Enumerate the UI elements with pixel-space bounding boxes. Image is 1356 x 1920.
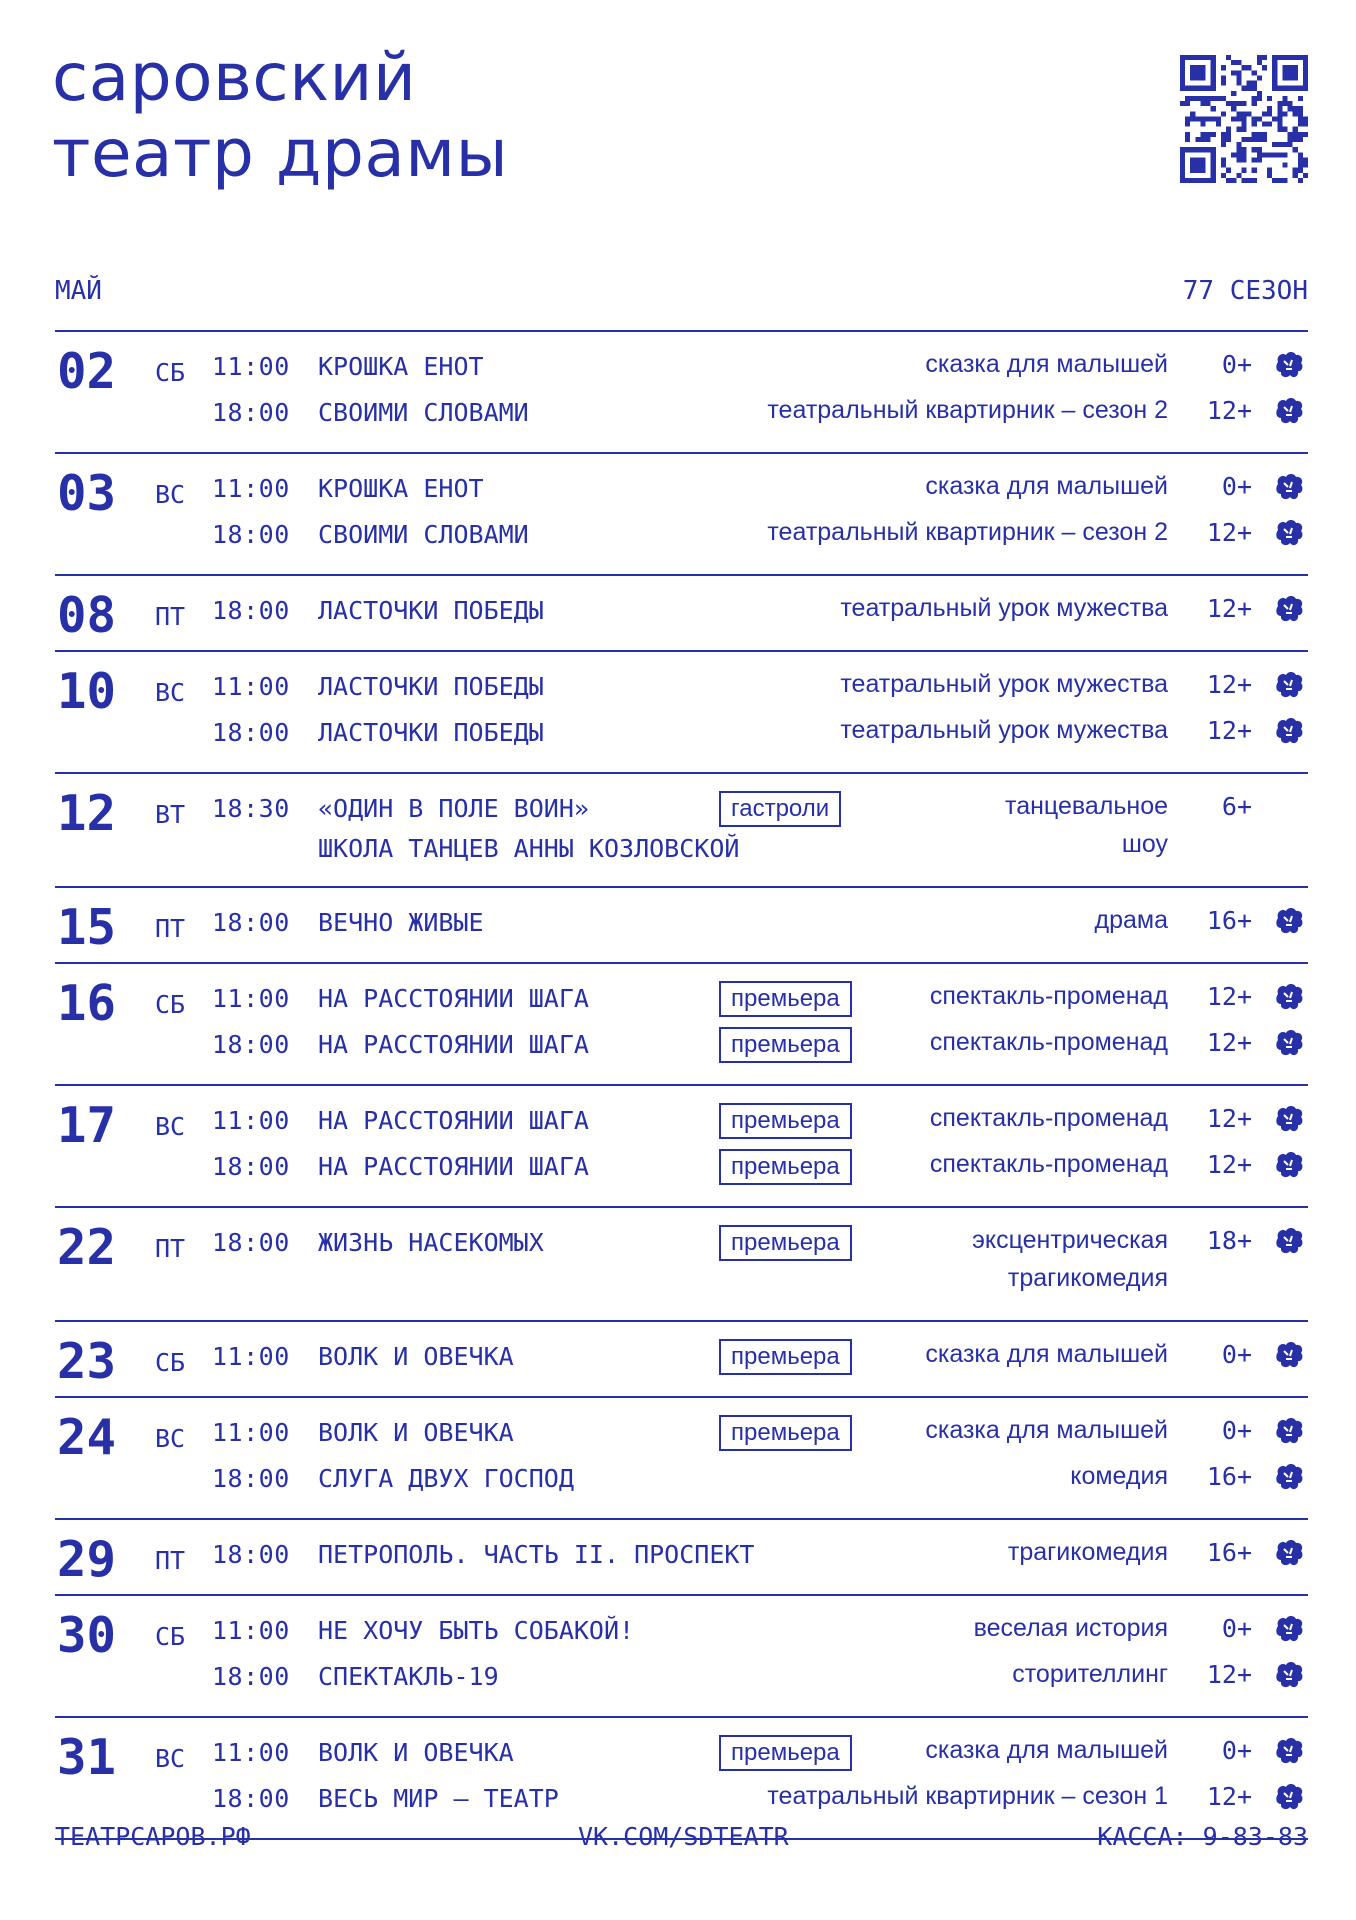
- event-genre: спектакль-променад: [929, 1150, 1168, 1178]
- event-badge: премьера: [719, 1027, 852, 1063]
- weekday: СБ: [155, 1348, 186, 1377]
- weekday: СБ: [155, 990, 186, 1019]
- weekday: ВТ: [155, 800, 186, 829]
- event-genre: театральный урок мужества: [840, 716, 1168, 744]
- theatre-mask-icon: [1272, 348, 1306, 382]
- theatre-mask-icon: [1272, 1102, 1306, 1136]
- event-time: 18:00: [212, 596, 290, 625]
- event-row[interactable]: [55, 666, 1308, 712]
- weekday: ВС: [155, 1424, 186, 1453]
- event-time: 18:00: [212, 718, 290, 747]
- theatre-mask-icon: [1272, 1734, 1306, 1768]
- event-title[interactable]: СВОИМИ СЛОВАМИ: [318, 398, 529, 427]
- day-number: 12: [57, 785, 117, 842]
- event-genre: театральный квартирник – сезон 2: [767, 396, 1168, 424]
- weekday: ПТ: [155, 1234, 186, 1263]
- event-row[interactable]: [55, 1656, 1308, 1702]
- event-badge: премьера: [719, 1415, 852, 1451]
- age-rating: 12+: [1206, 594, 1252, 623]
- event-row[interactable]: [55, 1610, 1308, 1656]
- event-genre: сказка для малышей: [925, 472, 1168, 500]
- event-subtitle: ШКОЛА ТАНЦЕВ АННЫ КОЗЛОВСКОЙ: [318, 834, 740, 863]
- event-title[interactable]: НЕ ХОЧУ БЫТЬ СОБАКОЙ!: [318, 1616, 635, 1645]
- month-label: МАЙ: [55, 276, 102, 306]
- event-time: 11:00: [212, 672, 290, 701]
- website-link[interactable]: ТЕАТРСАРОВ.РФ: [55, 1822, 251, 1851]
- theatre-mask-icon: [1272, 1224, 1306, 1258]
- day-block: [55, 330, 1308, 452]
- day-number: 17: [57, 1097, 117, 1154]
- age-rating: 12+: [1206, 518, 1252, 547]
- theatre-mask-icon: [1272, 516, 1306, 550]
- event-time: 18:00: [212, 908, 290, 937]
- theatre-mask-icon: [1272, 470, 1306, 504]
- event-time: 18:00: [212, 398, 290, 427]
- event-time: 11:00: [212, 984, 290, 1013]
- age-rating: 12+: [1206, 982, 1252, 1011]
- day-number: 30: [57, 1607, 117, 1664]
- event-row[interactable]: [55, 514, 1308, 560]
- event-title[interactable]: НА РАССТОЯНИИ ШАГА: [318, 1030, 589, 1059]
- weekday: ВС: [155, 1112, 186, 1141]
- day-block: [55, 452, 1308, 574]
- theatre-mask-icon: [1272, 592, 1306, 626]
- day-block: [55, 886, 1308, 962]
- day-number: 10: [57, 663, 117, 720]
- age-rating: 12+: [1206, 1150, 1252, 1179]
- event-row[interactable]: [55, 1024, 1308, 1070]
- event-genre: театральный урок мужества: [840, 670, 1168, 698]
- event-genre-line2: шоу: [1121, 830, 1168, 858]
- box-office-phone: КАССА: 9-83-83: [1097, 1822, 1308, 1851]
- event-time: 18:00: [212, 1228, 290, 1257]
- day-number: 08: [57, 587, 117, 644]
- event-title[interactable]: ВЕЧНО ЖИВЫЕ: [318, 908, 484, 937]
- season-label: 77 СЕЗОН: [1182, 276, 1308, 306]
- day-number: 02: [57, 343, 117, 400]
- event-badge: гастроли: [719, 791, 841, 827]
- event-genre: спектакль-променад: [929, 982, 1168, 1010]
- event-title[interactable]: ЛАСТОЧКИ ПОБЕДЫ: [318, 672, 544, 701]
- theatre-mask-icon: [1272, 394, 1306, 428]
- day-number: 15: [57, 899, 117, 956]
- event-title[interactable]: СВОИМИ СЛОВАМИ: [318, 520, 529, 549]
- theatre-title: [52, 40, 508, 192]
- event-genre: сторителлинг: [1012, 1660, 1168, 1688]
- event-genre: театральный урок мужества: [840, 594, 1168, 622]
- event-genre: сказка для малышей: [925, 1416, 1168, 1444]
- theatre-mask-icon: [1272, 1338, 1306, 1372]
- event-genre: драма: [1094, 906, 1168, 934]
- day-block: [55, 650, 1308, 772]
- theatre-mask-icon: [1272, 1612, 1306, 1646]
- day-number: 03: [57, 465, 117, 522]
- event-time: 18:00: [212, 1152, 290, 1181]
- event-title[interactable]: ЛАСТОЧКИ ПОБЕДЫ: [318, 718, 544, 747]
- weekday: СБ: [155, 1622, 186, 1651]
- event-badge: премьера: [719, 1149, 852, 1185]
- event-genre: танцевальное: [1005, 792, 1168, 820]
- event-time: 11:00: [212, 352, 290, 381]
- event-time: 18:30: [212, 794, 290, 823]
- event-row[interactable]: [55, 590, 1308, 636]
- event-badge: премьера: [719, 1103, 852, 1139]
- weekday: ВС: [155, 480, 186, 509]
- age-rating: 0+: [1221, 1614, 1252, 1643]
- theatre-mask-icon: [1272, 1780, 1306, 1814]
- title-line-1: саровский: [52, 39, 417, 116]
- event-row[interactable]: [55, 392, 1308, 438]
- event-genre: спектакль-променад: [929, 1028, 1168, 1056]
- theatre-mask-icon: [1272, 1026, 1306, 1060]
- event-badge: премьера: [719, 1735, 852, 1771]
- event-genre: театральный квартирник – сезон 1: [767, 1782, 1168, 1810]
- day-block: [55, 1206, 1308, 1320]
- event-genre: комедия: [1070, 1462, 1168, 1490]
- day-number: 22: [57, 1219, 117, 1276]
- event-row[interactable]: [55, 712, 1308, 758]
- day-number: 24: [57, 1409, 117, 1466]
- age-rating: 0+: [1221, 350, 1252, 379]
- vk-link[interactable]: VK.COM/SDTEATR: [578, 1822, 789, 1851]
- weekday: СБ: [155, 358, 186, 387]
- age-rating: 12+: [1206, 716, 1252, 745]
- event-genre: сказка для малышей: [925, 350, 1168, 378]
- event-title[interactable]: СЛУГА ДВУХ ГОСПОД: [318, 1464, 574, 1493]
- age-rating: 18+: [1206, 1226, 1252, 1255]
- day-block: [55, 1320, 1308, 1396]
- event-genre: сказка для малышей: [925, 1340, 1168, 1368]
- title-line-2: театр драмы: [52, 115, 509, 192]
- weekday: ПТ: [155, 1546, 186, 1575]
- event-row[interactable]: [55, 1336, 1308, 1382]
- event-time: 18:00: [212, 1030, 290, 1059]
- event-row[interactable]: [55, 1458, 1308, 1504]
- event-genre: сказка для малышей: [925, 1736, 1168, 1764]
- age-rating: 0+: [1221, 472, 1252, 501]
- event-title[interactable]: КРОШКА ЕНОТ: [318, 474, 484, 503]
- weekday: ПТ: [155, 914, 186, 943]
- age-rating: 0+: [1221, 1340, 1252, 1369]
- event-time: 11:00: [212, 1342, 290, 1371]
- theatre-mask-icon: [1272, 1414, 1306, 1448]
- event-row[interactable]: [55, 902, 1308, 948]
- event-row[interactable]: [55, 468, 1308, 514]
- event-title[interactable]: ПЕТРОПОЛЬ. ЧАСТЬ II. ПРОСПЕКТ: [318, 1540, 755, 1569]
- day-block: [55, 1594, 1308, 1716]
- event-title[interactable]: НА РАССТОЯНИИ ШАГА: [318, 1152, 589, 1181]
- age-rating: 0+: [1221, 1416, 1252, 1445]
- event-title[interactable]: ВОЛК И ОВЕЧКА: [318, 1738, 514, 1767]
- age-rating: 0+: [1221, 1736, 1252, 1765]
- day-number: 16: [57, 975, 117, 1032]
- theatre-mask-icon: [1272, 668, 1306, 702]
- event-title[interactable]: ЖИЗНЬ НАСЕКОМЫХ: [318, 1228, 544, 1257]
- qr-code-icon[interactable]: [1180, 55, 1308, 183]
- event-time: 18:00: [212, 1464, 290, 1493]
- event-title[interactable]: НА РАССТОЯНИИ ШАГА: [318, 984, 589, 1013]
- age-rating: 12+: [1206, 396, 1252, 425]
- theatre-mask-icon: [1272, 980, 1306, 1014]
- event-time: 18:00: [212, 1540, 290, 1569]
- theatre-mask-icon: [1272, 714, 1306, 748]
- day-number: 23: [57, 1333, 117, 1390]
- event-genre: трагикомедия: [1007, 1538, 1168, 1566]
- event-time: 18:00: [212, 520, 290, 549]
- age-rating: 12+: [1206, 670, 1252, 699]
- event-time: 11:00: [212, 1738, 290, 1767]
- event-time: 11:00: [212, 1616, 290, 1645]
- day-block: [55, 772, 1308, 886]
- age-rating: 12+: [1206, 1660, 1252, 1689]
- age-rating: 6+: [1221, 792, 1252, 821]
- theatre-mask-icon: [1272, 1460, 1306, 1494]
- day-block: [55, 1084, 1308, 1206]
- age-rating: 16+: [1206, 1462, 1252, 1491]
- event-genre: театральный квартирник – сезон 2: [767, 518, 1168, 546]
- event-row[interactable]: [55, 1222, 1308, 1292]
- day-block: [55, 1396, 1308, 1518]
- event-time: 11:00: [212, 1418, 290, 1447]
- event-badge: премьера: [719, 981, 852, 1017]
- event-title[interactable]: КРОШКА ЕНОТ: [318, 352, 484, 381]
- event-row[interactable]: [55, 346, 1308, 392]
- event-title[interactable]: ЛАСТОЧКИ ПОБЕДЫ: [318, 596, 544, 625]
- day-number: 29: [57, 1531, 117, 1588]
- theatre-mask-icon: [1272, 904, 1306, 938]
- event-row[interactable]: [55, 1732, 1308, 1778]
- event-title[interactable]: ВЕСЬ МИР – ТЕАТР: [318, 1784, 559, 1813]
- event-title[interactable]: ВОЛК И ОВЕЧКА: [318, 1418, 514, 1447]
- schedule-list: [55, 330, 1308, 1840]
- theatre-mask-icon: [1272, 1658, 1306, 1692]
- event-title[interactable]: ВОЛК И ОВЕЧКА: [318, 1342, 514, 1371]
- event-row[interactable]: [55, 1100, 1308, 1146]
- event-title[interactable]: «ОДИН В ПОЛЕ ВОИН»: [318, 794, 589, 823]
- event-row[interactable]: [55, 788, 1308, 863]
- event-time: 18:00: [212, 1784, 290, 1813]
- age-rating: 12+: [1206, 1782, 1252, 1811]
- event-genre: эксцентрическая: [972, 1226, 1168, 1254]
- event-genre: спектакль-променад: [929, 1104, 1168, 1132]
- event-row[interactable]: [55, 1778, 1308, 1824]
- event-title[interactable]: НА РАССТОЯНИИ ШАГА: [318, 1106, 589, 1135]
- weekday: ПТ: [155, 602, 186, 631]
- theatre-mask-icon: [1272, 1148, 1306, 1182]
- day-number: 31: [57, 1729, 117, 1786]
- age-rating: 16+: [1206, 1538, 1252, 1567]
- event-title[interactable]: СПЕКТАКЛЬ-19: [318, 1662, 499, 1691]
- event-badge: премьера: [719, 1339, 852, 1375]
- age-rating: 12+: [1206, 1104, 1252, 1133]
- event-time: 11:00: [212, 1106, 290, 1135]
- event-row[interactable]: [55, 1534, 1308, 1580]
- age-rating: 12+: [1206, 1028, 1252, 1057]
- theatre-mask-icon: [1272, 1536, 1306, 1570]
- event-row[interactable]: [55, 1146, 1308, 1192]
- day-block: [55, 1518, 1308, 1594]
- event-badge: премьера: [719, 1225, 852, 1261]
- event-time: 11:00: [212, 474, 290, 503]
- weekday: ВС: [155, 678, 186, 707]
- weekday: ВС: [155, 1744, 186, 1773]
- event-row[interactable]: [55, 978, 1308, 1024]
- age-rating: 16+: [1206, 906, 1252, 935]
- day-block: [55, 574, 1308, 650]
- event-time: 18:00: [212, 1662, 290, 1691]
- event-genre: веселая история: [973, 1614, 1168, 1642]
- event-row[interactable]: [55, 1412, 1308, 1458]
- day-block: [55, 962, 1308, 1084]
- event-genre-line2: трагикомедия: [1007, 1264, 1168, 1292]
